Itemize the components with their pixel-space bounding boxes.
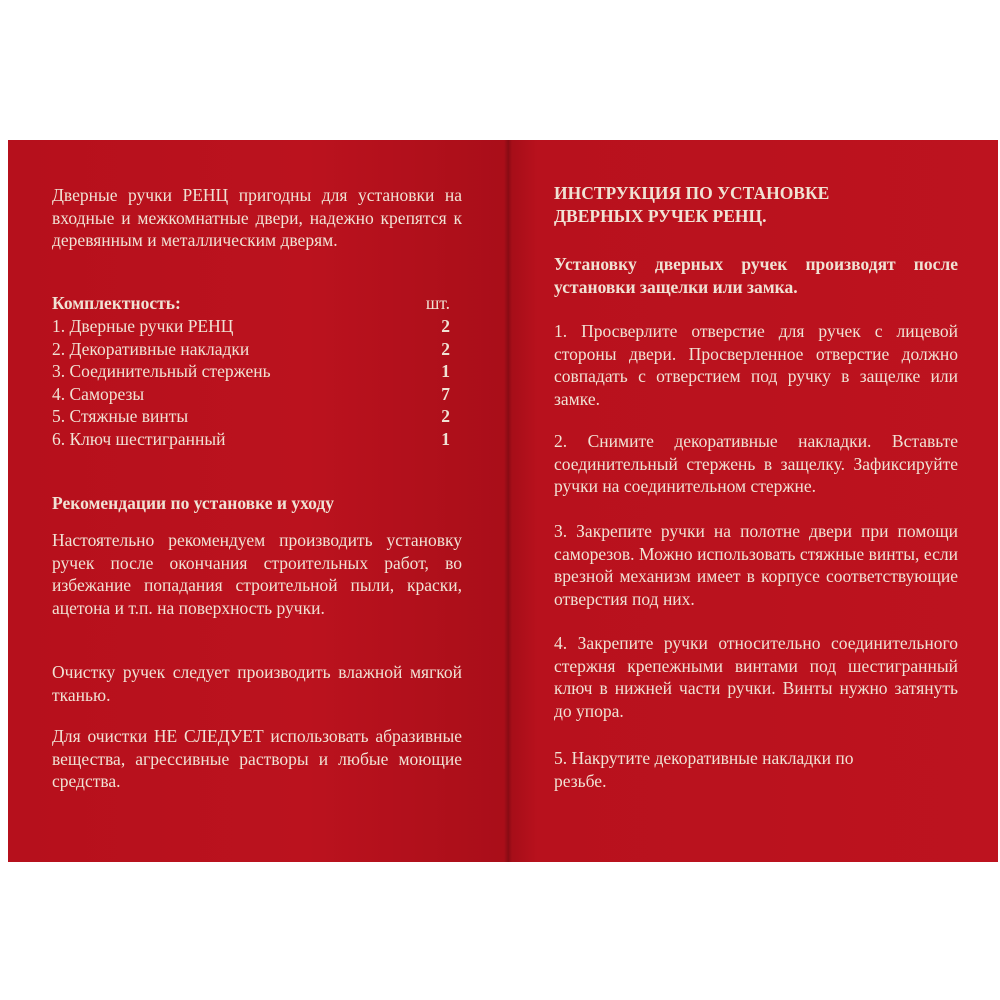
instruction-subtitle: Установку дверных ручек производят после установки защелки или замка. bbox=[554, 254, 958, 297]
kit-item-label: 5. Стяжные винты bbox=[52, 406, 189, 426]
recommendations-heading: Рекомендации по установке и уходу bbox=[52, 493, 335, 513]
kit-item-qty: 7 bbox=[441, 383, 450, 404]
instruction-step-5: 5. Накрутите декоративные накладки по резьбе. bbox=[554, 748, 854, 791]
kit-item-qty: 2 bbox=[441, 316, 450, 336]
kit-item-label: 6. Ключ шестигранный bbox=[52, 428, 226, 449]
instruction-step-2: 2. Снимите декоративные накладки. Вставьте соединительный стержень в защелку. Зафиксируйте ручки на соединительном стержне. bbox=[554, 431, 958, 496]
instruction-title-line-1: ИНСТРУКЦИЯ ПО УСТАНОВКЕ bbox=[554, 183, 830, 203]
recommendations-paragraph-3: Для очистки НЕ СЛЕДУЕТ использовать абразивные вещества, агрессивные растворы и любые моющие средства. bbox=[52, 726, 462, 791]
kit-list bbox=[52, 315, 450, 450]
instruction-title bbox=[554, 182, 974, 227]
instruction-title-line-2: ДВЕРНЫХ РУЧЕК РЕНЦ. bbox=[554, 205, 767, 226]
recommendations-paragraph-2: Очистку ручек следует производить влажной мягкой тканью. bbox=[52, 662, 462, 705]
kit-item bbox=[52, 360, 450, 383]
kit-item-label: 4. Саморезы bbox=[52, 383, 145, 404]
kit-item-qty: 1 bbox=[441, 428, 450, 449]
kit-item-label: 1. Дверные ручки РЕНЦ bbox=[52, 316, 234, 336]
instruction-step-1: 1. Просверлите отверстие для ручек с лицевой стороны двери. Просверленное отверстие должно совпадать с отверстием под ручку в защелке или замке. bbox=[554, 321, 958, 409]
kit-heading-label: Комплектность: bbox=[52, 293, 181, 313]
kit-item bbox=[52, 383, 450, 406]
left-page bbox=[8, 140, 508, 862]
right-page bbox=[508, 140, 998, 862]
intro-paragraph: Дверные ручки РЕНЦ пригодны для установки на входные и межкомнатные двери, надежно крепятся к деревянным и металлическим дверям. bbox=[52, 185, 462, 250]
instruction-step-4: 4. Закрепите ручки относительно соединительного стержня крепежными винтами под шестигранный ключ в нижней части ручки. Винты нужно затянуть до упора. bbox=[554, 633, 958, 721]
recommendations-paragraph-1: Настоятельно рекомендуем производить установку ручек после окончания строительных работ, во избежание попадания строительной пыли, краски, ацетона и т.п. на поверхность ручки. bbox=[52, 530, 462, 618]
kit-item-label: 2. Декоративные накладки bbox=[52, 338, 250, 359]
kit-item-qty: 1 bbox=[441, 361, 450, 381]
kit-item bbox=[52, 405, 450, 428]
booklet-fold bbox=[504, 140, 512, 862]
kit-item-qty: 2 bbox=[441, 338, 450, 359]
instruction-step-3: 3. Закрепите ручки на полотне двери при помощи саморезов. Можно использовать стяжные винты, если врезной механизм имеет в корпусе соответствующие отверстия под них. bbox=[554, 521, 958, 609]
instruction-booklet bbox=[8, 140, 998, 862]
kit-item bbox=[52, 338, 450, 361]
kit-item-label: 3. Соединительный стержень bbox=[52, 361, 271, 381]
kit-item bbox=[52, 428, 450, 451]
kit-heading bbox=[52, 292, 450, 315]
kit-item bbox=[52, 315, 450, 338]
kit-item-qty: 2 bbox=[441, 406, 450, 426]
kit-unit-label: шт. bbox=[425, 293, 450, 313]
